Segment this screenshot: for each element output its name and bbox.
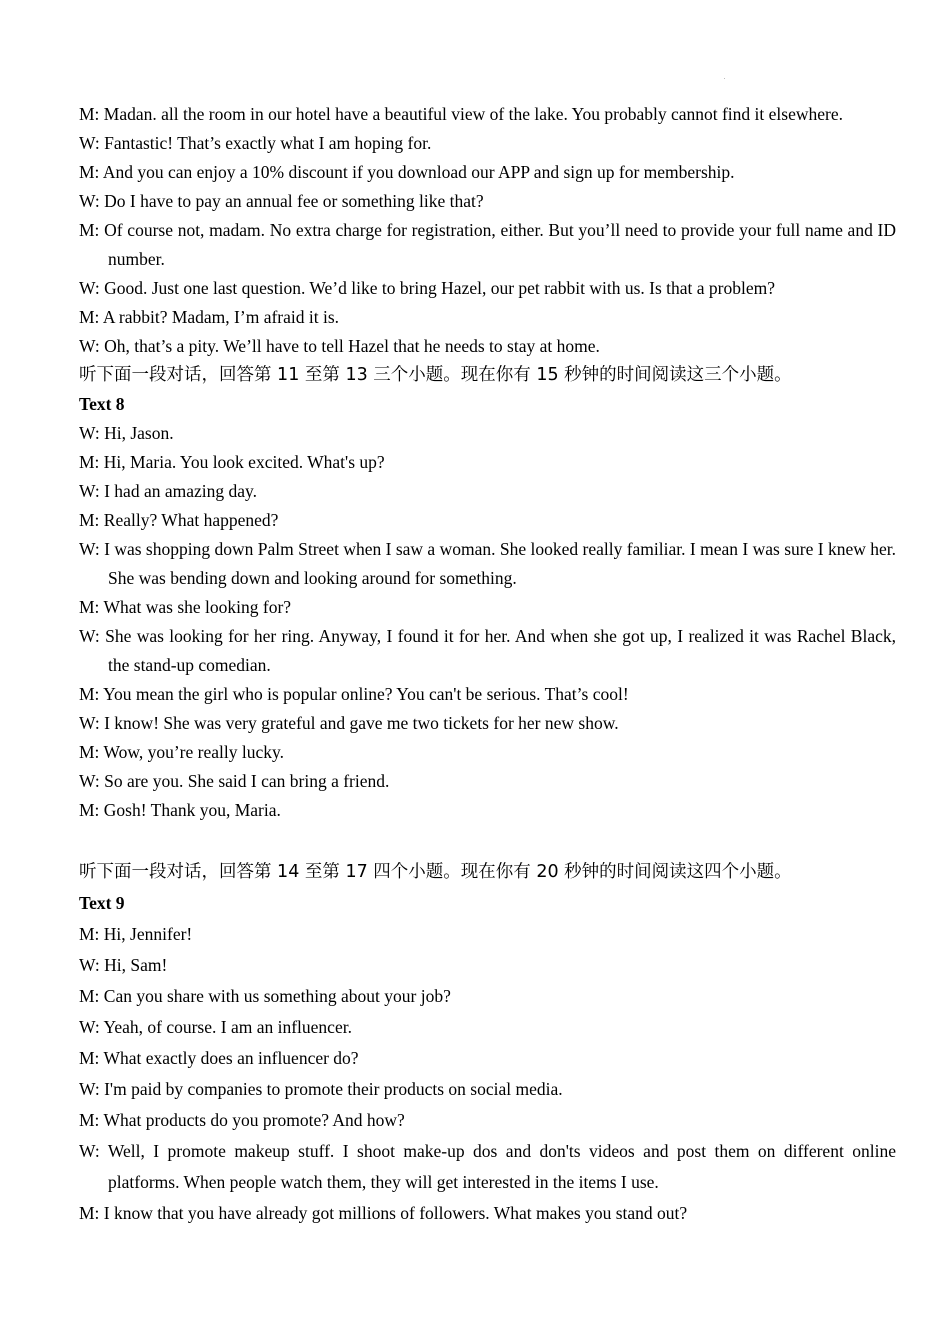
- dialogue-line: M: Hi, Maria. You look excited. What's up?: [79, 452, 385, 472]
- dialogue-line: M: And you can enjoy a 10% discount if you download our APP and sign up for membership.: [79, 162, 735, 182]
- section-title: Text 8: [79, 394, 125, 414]
- dialogue-line: W: Do I have to pay an annual fee or something like that?: [79, 191, 484, 211]
- dialogue-line: W: I was shopping down Palm Street when I saw a woman. She looked really familiar. I mean I was sure I knew her. She was bending down and looking around for something.: [79, 539, 896, 588]
- dialogue-line: W: I know! She was very grateful and gave me two tickets for her new show.: [79, 713, 619, 733]
- dialogue-section-hotel: [79, 100, 896, 361]
- dialogue-line: M: Can you share with us something about your job?: [79, 986, 451, 1006]
- dialogue-line: W: Oh, that’s a pity. We’ll have to tell Hazel that he needs to stay at home.: [79, 336, 600, 356]
- dialogue-line: W: Yeah, of course. I am an influencer.: [79, 1017, 352, 1037]
- section-instruction: 听下面一段对话，回答第 11 至第 13 三个小题。现在你有 15 秒钟的时间阅读这三个小题。: [79, 365, 792, 385]
- section-spacer: [79, 825, 896, 857]
- section-instruction: 听下面一段对话，回答第 14 至第 17 四个小题。现在你有 20 秒钟的时间阅读这四个小题。: [79, 862, 792, 882]
- corner-mark: [724, 78, 725, 79]
- section-title: Text 9: [79, 893, 125, 913]
- dialogue-line: M: Wow, you’re really lucky.: [79, 742, 284, 762]
- dialogue-line: M: A rabbit? Madam, I’m afraid it is.: [79, 307, 340, 327]
- dialogue-line: W: She was looking for her ring. Anyway, I found it for her. And when she got up, I realized it was Rachel Black, the stand-up comedian.: [79, 626, 896, 675]
- dialogue-line: M: Really? What happened?: [79, 510, 279, 530]
- dialogue-line: M: Hi, Jennifer!: [79, 924, 193, 944]
- dialogue-line: W: Good. Just one last question. We’d like to bring Hazel, our pet rabbit with us. Is that a problem?: [79, 278, 776, 298]
- dialogue-section-text8: [79, 361, 896, 825]
- dialogue-line: M: What exactly does an influencer do?: [79, 1048, 359, 1068]
- dialogue-line: M: What products do you promote? And how?: [79, 1110, 405, 1130]
- dialogue-line: M: Madan. all the room in our hotel have a beautiful view of the lake. You probably cannot find it elsewhere.: [79, 104, 843, 124]
- dialogue-line: W: I had an amazing day.: [79, 481, 257, 501]
- dialogue-line: W: Well, I promote makeup stuff. I shoot make-up dos and don'ts videos and post them on different online platforms. When people watch them, they will get interested in the items I use.: [79, 1141, 896, 1192]
- dialogue-line: W: Hi, Sam!: [79, 955, 168, 975]
- dialogue-line: M: Of course not, madam. No extra charge for registration, either. But you’ll need to provide your full name and ID number.: [79, 220, 896, 269]
- document-body: [79, 100, 896, 1229]
- dialogue-line: W: So are you. She said I can bring a friend.: [79, 771, 390, 791]
- dialogue-line: W: I'm paid by companies to promote their products on social media.: [79, 1079, 563, 1099]
- dialogue-line: M: You mean the girl who is popular online? You can't be serious. That’s cool!: [79, 684, 629, 704]
- dialogue-line: W: Hi, Jason.: [79, 423, 174, 443]
- dialogue-section-text9: [79, 857, 896, 1229]
- dialogue-line: W: Fantastic! That’s exactly what I am hoping for.: [79, 133, 432, 153]
- dialogue-line: M: What was she looking for?: [79, 597, 292, 617]
- dialogue-line: M: I know that you have already got millions of followers. What makes you stand out?: [79, 1203, 688, 1223]
- dialogue-line: M: Gosh! Thank you, Maria.: [79, 800, 281, 820]
